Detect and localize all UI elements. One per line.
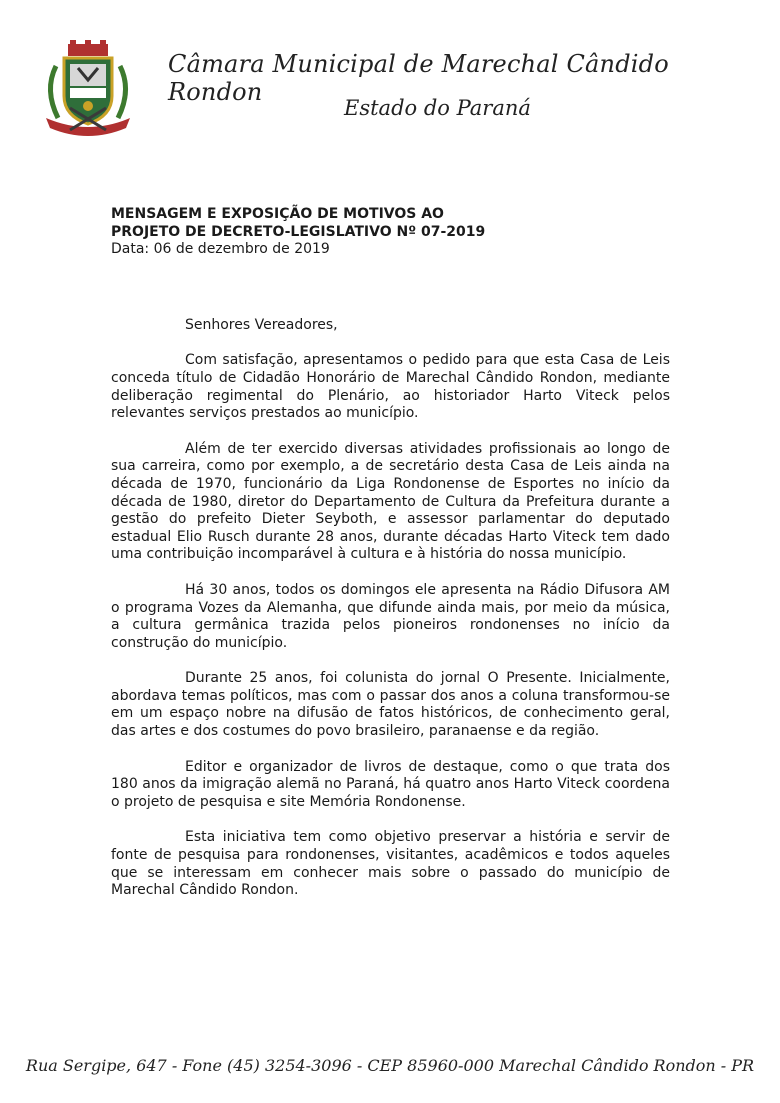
paragraph: Há 30 anos, todos os domingos ele apresenta na Rádio Difusora AM o programa Vozes da Alemanha, que difunde ainda mais, por meio da música, a cultura germânica trazida pelos pioneiros rondonenses no início da construção do município.	[111, 581, 670, 651]
paragraph: Editor e organizador de livros de destaque, como o que trata dos 180 anos da imigração alemã no Paraná, há quatro anos Harto Viteck coordena o projeto de pesquisa e site Memória Rondonense.	[111, 758, 670, 810]
paragraph: Durante 25 anos, foi colunista do jornal O Presente. Inicialmente, abordava temas políticos, mas com o passar dos anos a coluna transformou-se em um espaço nobre na difusão de fatos históricos, de conhecimento geral, das artes e dos costumes do povo brasileiro, paranaense e da região.	[111, 670, 670, 740]
coat-of-arms-icon	[40, 38, 136, 138]
paragraph: Com satisfação, apresentamos o pedido para que esta Casa de Leis conceda título de Cidadão Honorário de Marechal Cândido Rondon, mediante deliberação regimental do Plenário, ao historiador Harto Viteck pelos relevantes serviços prestados ao município.	[111, 352, 670, 422]
document-date: Data: 06 de dezembro de 2019	[111, 241, 330, 258]
footer-address: Rua Sergipe, 647 - Fone (45) 3254-3096 - CEP 85960-000 Marechal Cândido Rondon - PR	[25, 1056, 755, 1075]
paragraph: Esta iniciativa tem como objetivo preservar a história e servir de fonte de pesquisa para rondonenses, visitantes, acadêmicos e todos aqueles que se interessam em conhecer mais sobre o passado do município de Marechal Cândido Rondon.	[111, 829, 670, 899]
chamber-name: Câmara Municipal de Marechal Cândido Rondon	[168, 50, 669, 106]
greeting: Senhores Vereadores,	[185, 316, 338, 333]
document-title-line-2: PROJETO DE DECRETO-LEGISLATIVO Nº 07-2019	[111, 223, 486, 240]
state-name: Estado do Paraná	[344, 96, 531, 120]
letterhead	[0, 0, 780, 150]
document-title-line-1: MENSAGEM E EXPOSIÇÃO DE MOTIVOS AO	[111, 206, 444, 222]
document-body	[111, 206, 670, 900]
paragraph: Além de ter exercido diversas atividades profissionais ao longo de sua carreira, como por exemplo, a de secretário desta Casa de Leis ainda na década de 1970, funcionário da Liga Rondonense de Esportes no início da década de 1980, diretor do Departamento de Cultura da Prefeitura durante a gestão do prefeito Dieter Seyboth, e assessor parlamentar do deputado estadual Elio Rusch durante 28 anos, durante décadas Harto Viteck tem dado uma contribuição incomparável à cultura e à história do nossa município.	[111, 440, 670, 563]
